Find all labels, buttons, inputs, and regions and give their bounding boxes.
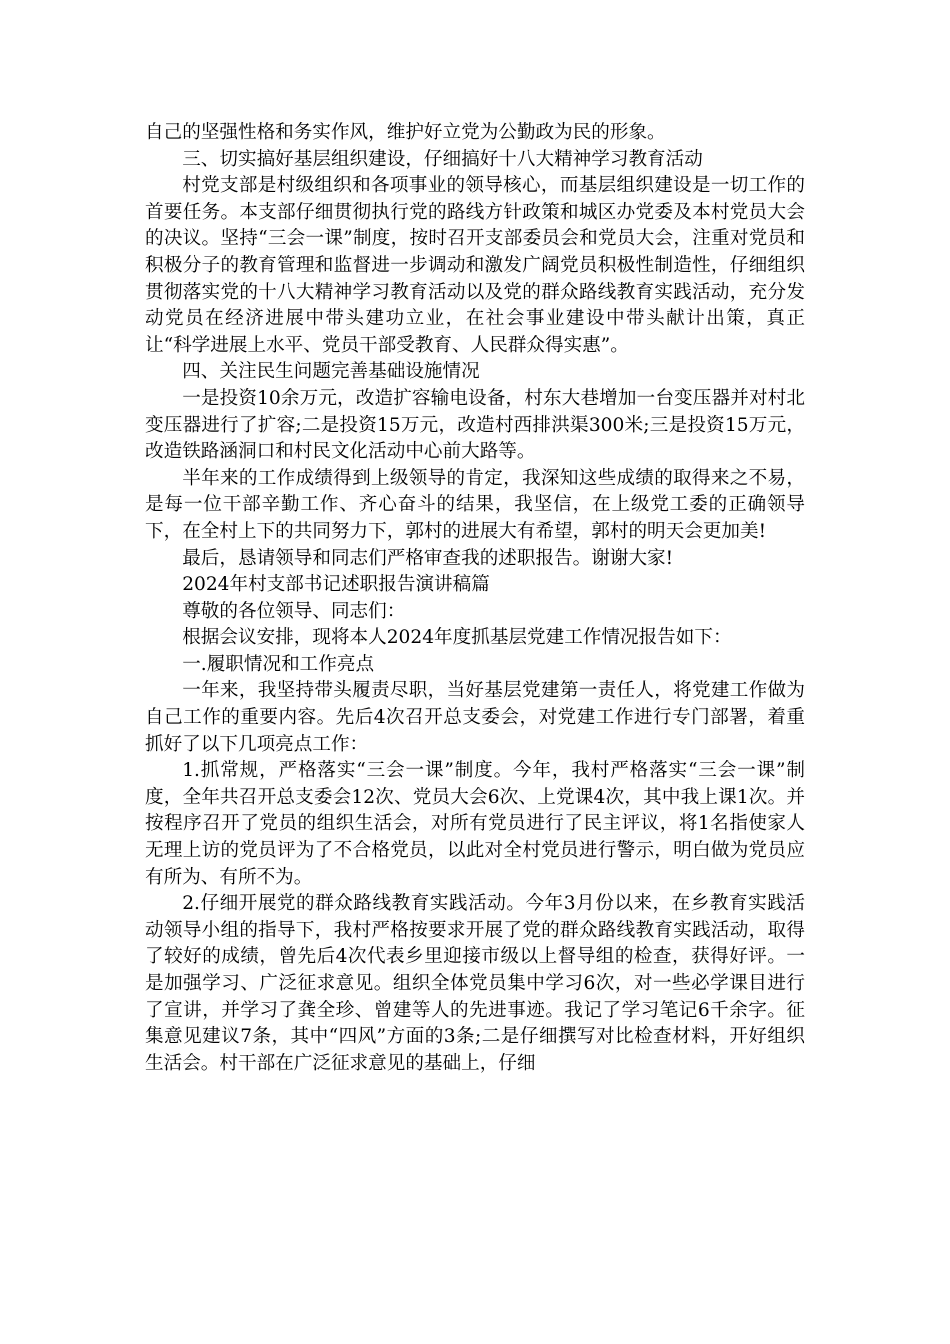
document-body bbox=[145, 120, 805, 1077]
section-heading: 一.履职情况和工作亮点 bbox=[182, 653, 375, 675]
paragraph: 半年来的工作成绩得到上级领导的肯定，我深知这些成绩的取得来之不易，是每一位干部辛勤工作、齐心奋斗的结果，我坚信，在上级党工委的正确领导下，在全村上下的共同努力下，郭村的进展大有希望，郭村的明天会更加美! bbox=[145, 467, 805, 542]
paragraph: 一年来，我坚持带头履责尽职，当好基层党建第一责任人，将党建工作做为自己工作的重要内容。先后4次召开总支委会，对党建工作进行专门部署，着重抓好了以下几项亮点工作： bbox=[145, 680, 805, 755]
section-heading: 三、切实搞好基层组织建设，仔细搞好十八大精神学习教育活动 bbox=[182, 148, 703, 170]
paragraph: 村党支部是村级组织和各项事业的领导核心，而基层组织建设是一切工作的首要任务。本支部仔细贯彻执行党的路线方针政策和城区办党委及本村党员大会的决议。坚持“三会一课”制度，按时召开支部委员会和党员大会，注重对党员和积极分子的教育管理和监督进一步调动和激发广阔党员积极性制造性，仔细组织贯彻落实党的十八大精神学习教育活动以及党的群众路线教育实践活动，充分发动党员在经济进展中带头建功立业，在社会事业建设中带头献计出策，真正让“科学进展上水平、党员干部受教育、人民群众得实惠”。 bbox=[145, 175, 805, 356]
paragraph: 一是投资10余万元，改造扩容输电设备，村东大巷增加一台变压器并对村北变压器进行了扩容;二是投资15万元，改造村西排洪渠300米;三是投资15万元，改造铁路涵洞口和村民文化活动中心前大路等。 bbox=[145, 387, 805, 463]
paragraph: 根据会议安排，现将本人2024年度抓基层党建工作情况报告如下： bbox=[182, 627, 732, 649]
salutation: 尊敬的各位领导、同志们： bbox=[182, 600, 406, 622]
paragraph: 1.抓常规，严格落实“三会一课”制度。今年，我村严格落实“三会一课”制度，全年共召开总支委会12次、党员大会6次、上党课4次，其中我上课1次。并按程序召开了党员的组织生活会，对所有党员进行了民主评议，将1名指使家人无理上访的党员评为了不合格党员，以此对全村党员进行警示，明白做为党员应有所为、有所不为。 bbox=[145, 760, 805, 888]
paragraph: 2.仔细开展党的群众路线教育实践活动。今年3月份以来，在乡教育实践活动领导小组的指导下，我村严格按要求开展了党的群众路线教育实践活动，取得了较好的成绩，曾先后4次代表乡里迎接市级以上督导组的检查，获得好评。一是加强学习、广泛征求意见。组织全体党员集中学习6次，对一些必学课目进行了宣讲，并学习了龚全珍、曾建等人的先进事迹。我记了学习笔记6千余字。征集意见建议7条，其中“四风”方面的3条;二是仔细撰写对比检查材料，开好组织生活会。村干部在广泛征求意见的基础上，仔细 bbox=[145, 893, 805, 1074]
paragraph: 自己的坚强性格和务实作风，维护好立党为公勤政为民的形象。 bbox=[145, 122, 666, 143]
section-heading: 四、关注民生问题完善基础设施情况 bbox=[182, 361, 480, 383]
document-title: 2024年村支部书记述职报告演讲稿篇 bbox=[182, 574, 490, 596]
paragraph: 最后，恳请领导和同志们严格审查我的述职报告。谢谢大家! bbox=[182, 547, 674, 569]
